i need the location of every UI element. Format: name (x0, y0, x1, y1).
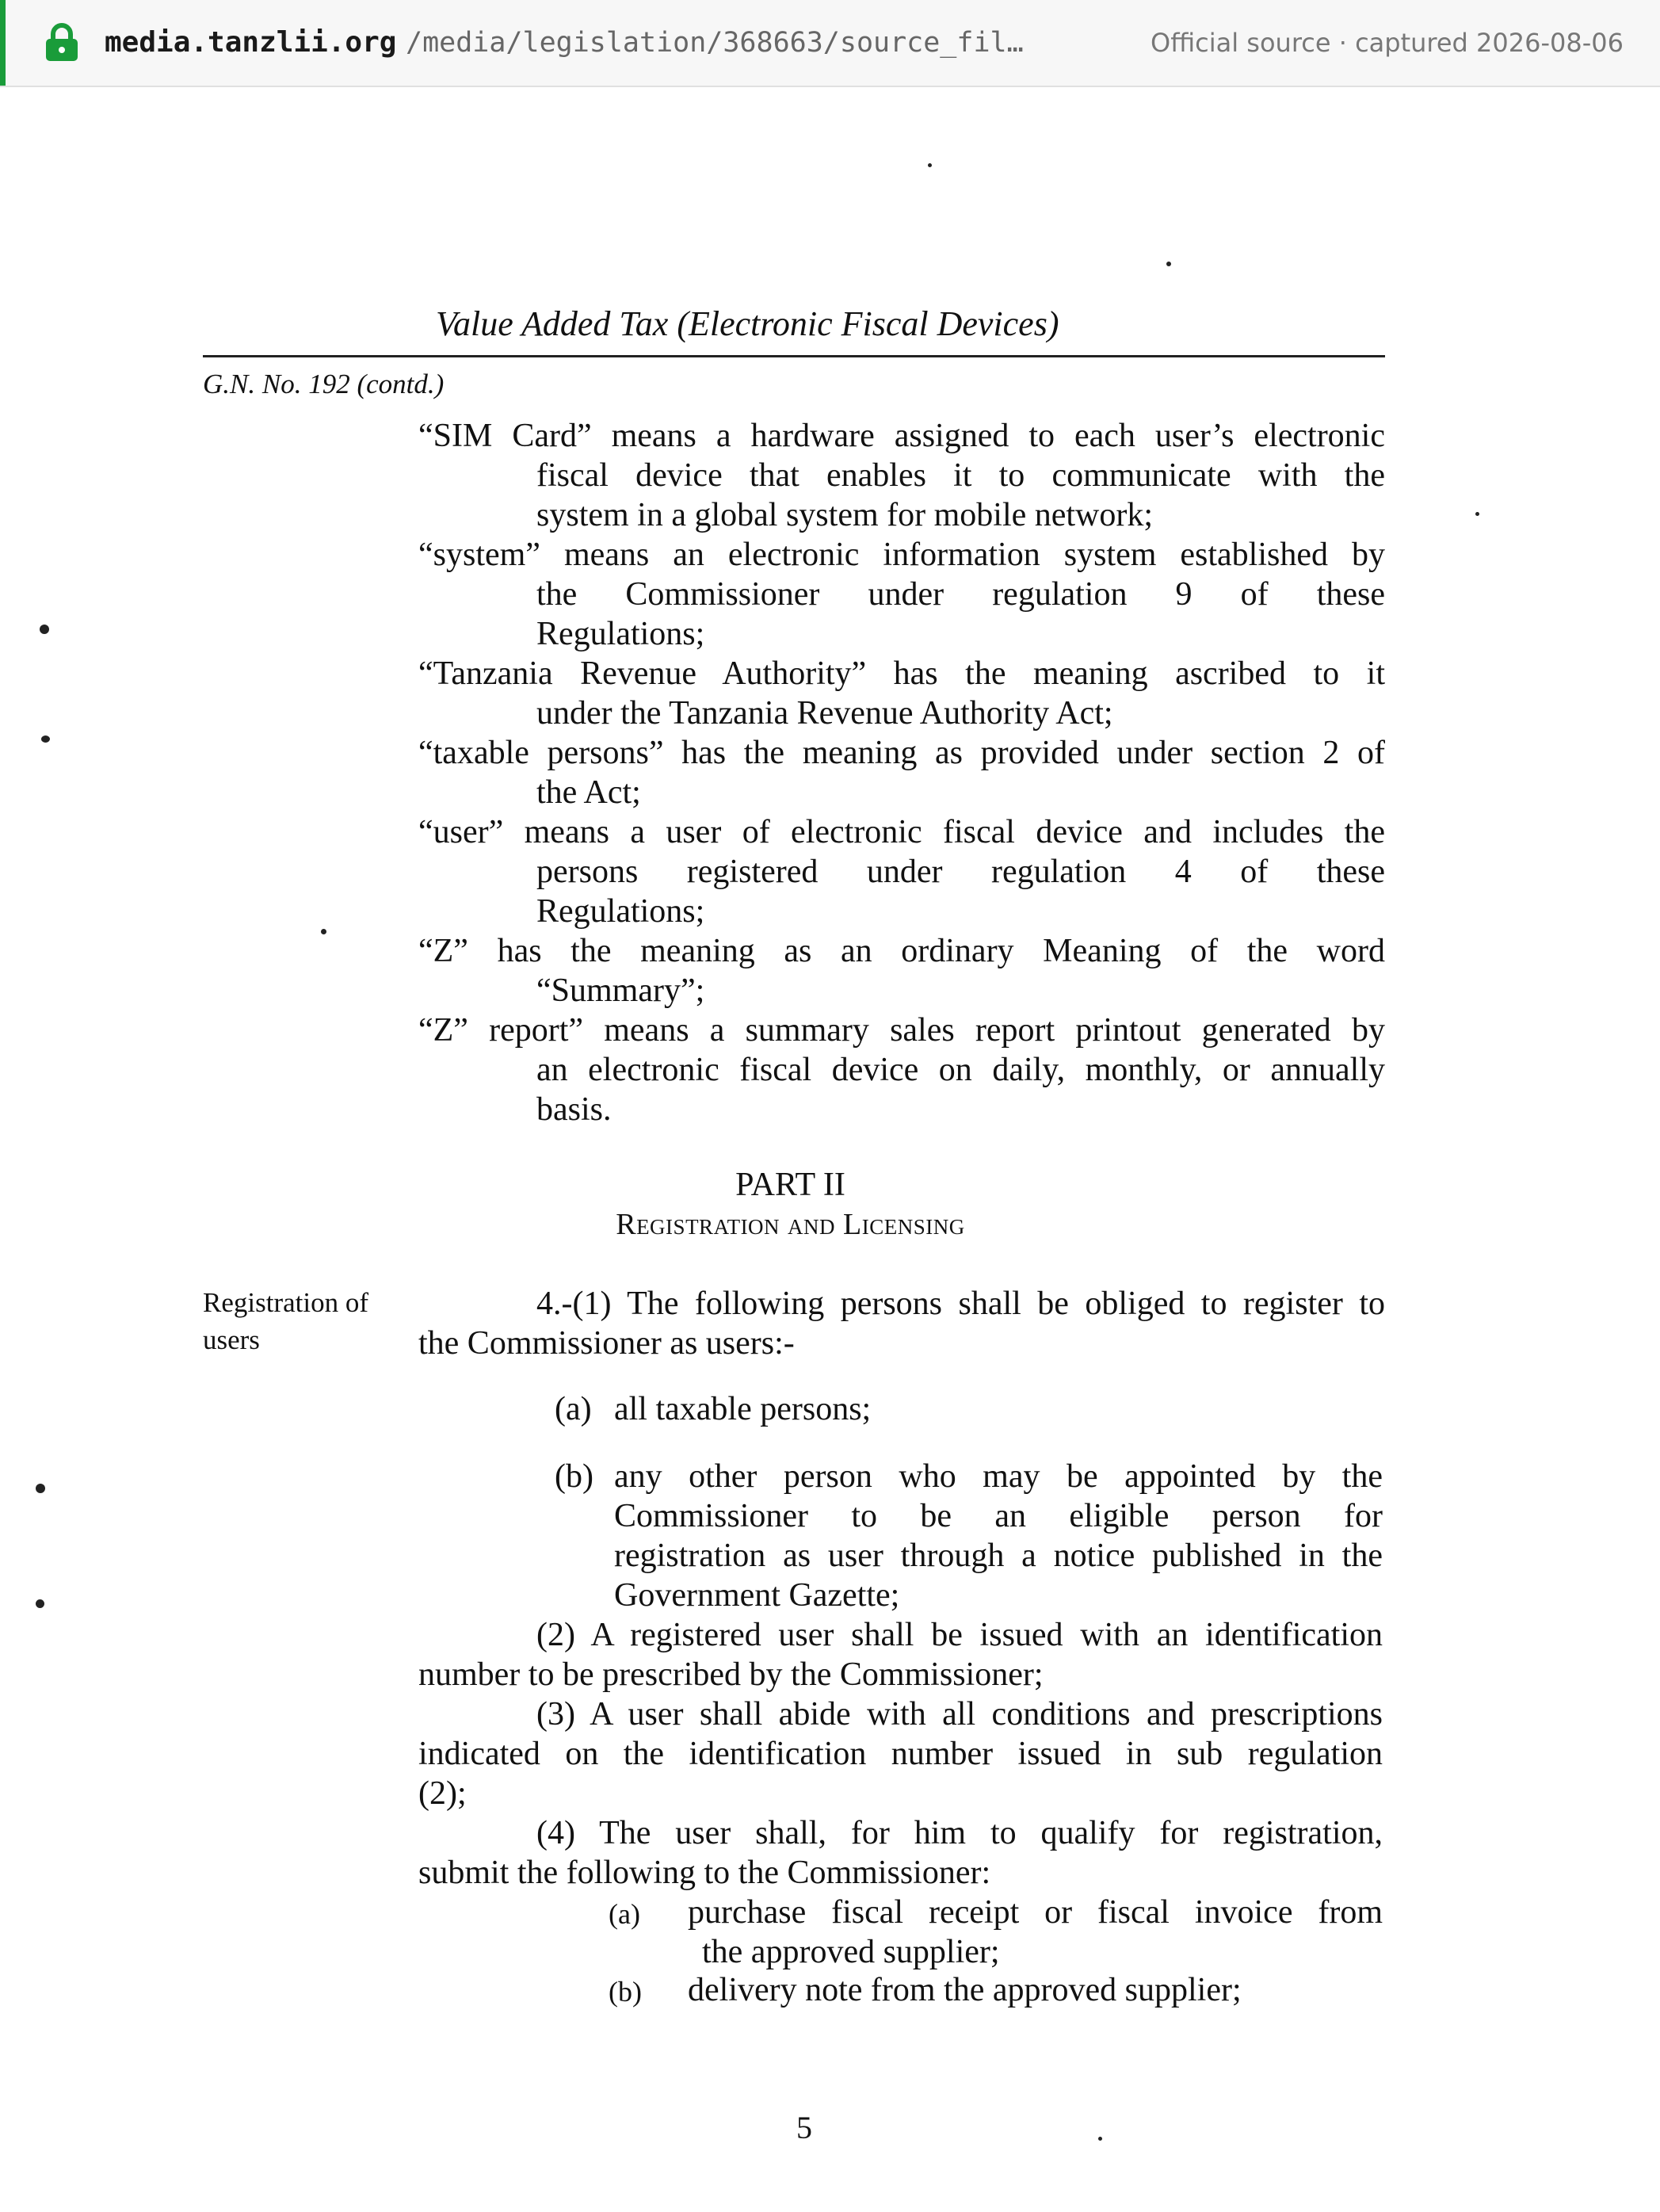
regulation-line: (3) A user shall abide with all conditions and prescriptions (536, 1696, 1383, 1733)
definition-line: the Commissioner under regulation 9 of these (536, 576, 1385, 613)
part-title: PART II (735, 1167, 845, 1203)
scan-speck (36, 1599, 44, 1608)
regulation-line: delivery note from the approved supplier; (688, 1972, 1242, 2008)
scan-speck (1098, 2137, 1102, 2141)
definition-line: an electronic fiscal device on daily, monthly, or annually (536, 1052, 1385, 1088)
part-subtitle: Registration and Licensing (616, 1208, 965, 1241)
regulation-line: (4) The user shall, for him to qualify for registration, (536, 1815, 1383, 1851)
definition-line: basis. (536, 1091, 612, 1128)
item-label: (b) (555, 1458, 593, 1495)
definition-line: “Z” report” means a summary sales report printout generated by (418, 1012, 1385, 1049)
regulation-line: purchase fiscal receipt or fiscal invoice from (688, 1894, 1383, 1931)
definition-line: fiscal device that enables it to communicate with the (536, 457, 1385, 494)
secure-accent-strip (0, 0, 6, 86)
regulation-line: submit the following to the Commissioner: (418, 1855, 991, 1891)
gn-reference: G.N. No. 192 (contd.) (203, 369, 445, 399)
url-path[interactable]: /media/legislation/368663/source_fil… (406, 27, 1024, 59)
scan-speck (1475, 512, 1479, 516)
definition-line: “system” means an electronic information system established by (418, 537, 1385, 573)
regulation-line: Government Gazette; (614, 1577, 900, 1614)
definition-line: “SIM Card” means a hardware assigned to each user’s electronic (418, 418, 1385, 454)
regulation-line: (2); (418, 1775, 467, 1812)
regulation-line: the approved supplier; (702, 1934, 1000, 1970)
regulation-line: registration as user through a notice published in the (614, 1538, 1383, 1574)
definition-line: Regulations; (536, 893, 705, 930)
item-label: (b) (609, 1976, 642, 2008)
regulation-line: all taxable persons; (614, 1391, 872, 1427)
scan-speck (36, 1484, 45, 1493)
definition-line: the Act; (536, 774, 641, 811)
header-rule (203, 355, 1385, 357)
running-title: Value Added Tax (Electronic Fiscal Devices) (436, 304, 1059, 343)
definition-line: Regulations; (536, 616, 705, 652)
regulation-line: number to be prescribed by the Commissioner; (418, 1656, 1044, 1693)
scan-speck (928, 163, 932, 167)
page-number: 5 (796, 2110, 812, 2145)
definition-line: “Z” has the meaning as an ordinary Meaning of the word (418, 933, 1385, 969)
definition-line: “taxable persons” has the meaning as provided under section 2 of (418, 735, 1385, 771)
definition-line: “Tanzania Revenue Authority” has the meaning ascribed to it (418, 655, 1385, 692)
definition-line: system in a global system for mobile network; (536, 497, 1154, 533)
regulation-line: the Commissioner as users:- (418, 1325, 795, 1362)
definition-line: under the Tanzania Revenue Authority Act; (536, 695, 1113, 732)
definition-line: “Summary”; (536, 972, 705, 1009)
definition-line: “user” means a user of electronic fiscal device and includes the (418, 814, 1385, 850)
capture-note: Official source · captured 2026-08-06 (1151, 28, 1624, 58)
scan-speck (1166, 262, 1171, 266)
margin-note: Registration of (203, 1287, 368, 1318)
margin-note: users (203, 1324, 260, 1355)
regulation-line: 4.-(1) The following persons shall be obliged to register to (536, 1286, 1385, 1322)
lock-icon (44, 22, 79, 62)
regulation-line: (2) A registered user shall be issued with an identification (536, 1617, 1383, 1653)
scan-speck (41, 735, 50, 743)
item-label: (a) (609, 1898, 640, 1930)
scan-speck (321, 929, 326, 934)
scan-speck (40, 625, 49, 634)
item-label: (a) (555, 1391, 592, 1427)
definition-line: persons registered under regulation 4 of these (536, 854, 1385, 890)
regulation-line: indicated on the identification number issued in sub regulation (418, 1736, 1383, 1772)
url-domain[interactable]: media.tanzlii.org (105, 26, 397, 59)
source-bar (0, 0, 1660, 87)
regulation-line: any other person who may be appointed by the (614, 1458, 1383, 1495)
regulation-line: Commissioner to be an eligible person for (614, 1498, 1383, 1534)
